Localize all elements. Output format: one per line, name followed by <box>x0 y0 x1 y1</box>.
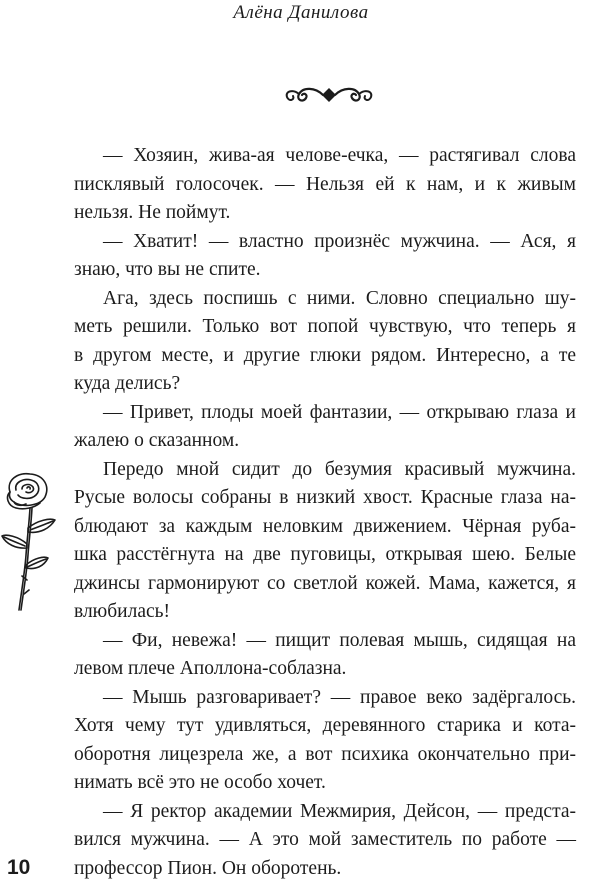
scroll-ornament-icon <box>279 81 379 109</box>
text-line: джинсы гармонируют со светлой кожей. Мама, кажется, я <box>74 572 576 594</box>
text-line: нельзя. Не поймут. <box>74 202 231 223</box>
text-line: Хотя чему тут удивляться, деревянного старика и кота- <box>74 715 576 736</box>
text-line: знаю, что вы не спите. <box>74 259 261 280</box>
text-line: оборотня лицезрела же, а вот психика окончательно при- <box>74 743 576 765</box>
text-line: в другом месте, и другие глюки рядом. Интересно, а те <box>74 344 576 366</box>
text-line: Ага, здесь поспишь с ними. Словно специально шу- <box>103 287 576 309</box>
rose-illustration <box>0 470 60 615</box>
text-line: — Мышь разговаривает? — правое веко задёргалось. <box>103 686 576 708</box>
text-line: вился мужчина. — А это мой заместитель по работе — <box>74 829 576 850</box>
text-line: писклявый голосочек. — Нельзя ей к нам, и к живым <box>74 173 576 195</box>
text-line: левом плече Аполлона-соблазна. <box>74 658 347 679</box>
text-line: — Хозяин, жива-ая челове-ечка, — растягивал слова <box>103 145 576 166</box>
text-line: блюдают за каждым неловким движением. Чёрная руба- <box>74 515 576 537</box>
text-line: куда делись? <box>74 373 181 394</box>
running-header-author: Алёна Данилова <box>233 2 369 23</box>
text-line: профессор Пион. Он оборотень. <box>74 857 342 879</box>
text-line: — Я ректор академии Межмирия, Дейсон, — предста- <box>103 800 576 822</box>
text-line: — Хватит! — властно произнёс мужчина. — Ася, я <box>103 230 576 252</box>
text-line: шка расстёгнута на две пуговицы, открывая шею. Белые <box>74 544 576 565</box>
text-line: жалею о сказанном. <box>74 430 240 451</box>
text-line: — Фи, невежа! — пищит полевая мышь, сидящая на <box>103 629 576 651</box>
body-text <box>74 142 576 883</box>
text-line: Русые волосы собраны в низкий хвост. Красные глаза на- <box>74 487 576 508</box>
text-line: — Привет, плоды моей фантазии, — открываю глаза и <box>103 401 576 423</box>
page-number: 10 <box>7 856 31 879</box>
text-line: меть решили. Только вот попой чувствую, что теперь я <box>74 316 576 337</box>
text-line: влюбилась! <box>74 601 171 622</box>
text-line: нимать всё это не особо хочет. <box>74 772 326 793</box>
text-line: Передо мной сидит до безумия красивый мужчина. <box>103 458 576 480</box>
